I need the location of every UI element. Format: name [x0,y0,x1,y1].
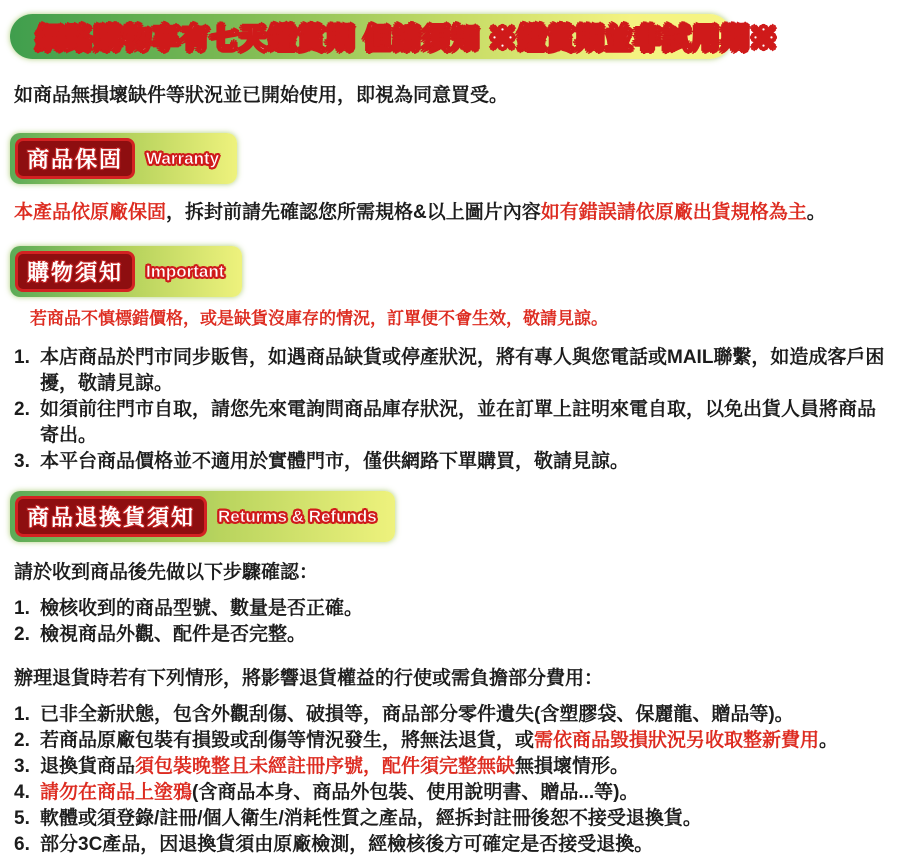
policy-item-seg: 無損壞情形。 [515,756,630,777]
shopping-notes-badge [10,246,242,297]
shopping-notes-badge-title: 購物須知 [15,251,135,292]
policy-item-seg: 請勿在商品上塗鴉 [40,782,193,803]
policy-item-seg: (含商品本身、商品外包裝、使用說明書、贈品...等)。 [192,782,639,803]
intro-text: 如商品無損壞缺件等狀況並已開始使用，即視為同意買受。 [14,85,509,106]
shopping-notes-badge-subtitle: Important [146,261,225,281]
policy-page [0,14,900,858]
returns-check-item: 檢視商品外觀、配件是否完整。 [40,624,307,645]
returns-badge-subtitle: Returms & Refunds [218,506,377,526]
policy-item-seg: 退換貨商品 [40,756,136,777]
policy-item-seg: 。 [819,730,839,751]
policy-item-seg: 部分3C產品，因退換貨須由原廠檢測，經檢核後方可確定是否接受退換。 [40,834,654,855]
returns-check-intro: 請於收到商品後先做以下步驟確認： [14,562,319,583]
returns-check-list [14,596,900,648]
warranty-text-seg-3: 如有錯誤請依原廠出貨規格為主 [540,202,807,223]
warranty-badge-title: 商品保固 [15,138,135,179]
returns-badge-title: 商品退換貨須知 [15,496,207,537]
policy-item-seg: 需依商品毀損狀況另收取整新費用 [534,730,820,751]
shopping-note-item: 如須前往門市自取，請您先來電詢問商品庫存狀況，並在訂單上註明來電自取，以免出貨人員將商品寄出。 [40,399,877,446]
returns-policy-intro: 辦理退貨時若有下列情形，將影響退貨權益的行使或需負擔部分費用： [14,668,604,689]
policy-item-seg: 若商品原廠包裝有損毀或刮傷等情況發生，將無法退貨，或 [40,730,535,751]
returns-check-item: 檢核收到的商品型號、數量是否正確。 [40,598,364,619]
shopping-note-item: 本平台商品價格並不適用於實體門市，僅供網路下單購買，敬請見諒。 [40,451,630,472]
returns-policy-list [14,702,900,858]
warranty-text [14,200,900,226]
policy-item-seg: 軟體或須登錄/註冊/個人衛生/消耗性質之產品，經拆封註冊後恕不接受退換貨。 [40,808,702,829]
warranty-badge-subtitle: Warranty [146,148,220,168]
warranty-badge [10,133,237,184]
returns-policy-item [14,832,894,858]
warranty-text-seg-1: 本產品依原廠保固 [14,202,167,223]
policy-item-seg: 須包裝晚整且未經註冊序號，配件須完整無缺 [135,756,516,777]
warranty-text-seg-2: ，拆封前請先確認您所需規格&以上圖片內容 [166,202,541,223]
shopping-note-item: 本店商品於門市同步販售，如遇商品缺貨或停產狀況，將有專人與您電話或MAIL聯繫，如造成客戶困擾，敬請見諒。 [40,347,885,394]
price-error-warning: 若商品不慎標錯價格，或是缺貨沒庫存的情況，訂單便不會生效，敬請見諒。 [30,309,608,328]
warranty-text-seg-4: 。 [806,202,826,223]
returns-policy-item [14,754,894,780]
shopping-notes-list [14,345,900,475]
returns-policy-item [14,728,894,754]
returns-policy-item [14,806,894,832]
policy-item-seg: 已非全新狀態，包含外觀刮傷、破損等，商品部分零件遺失(含塑膠袋、保麗龍、贈品等)。 [40,704,794,725]
returns-policy-item [14,702,894,728]
seven-day-banner [10,14,779,59]
returns-policy-item [14,780,894,806]
banner-text: 網路購物享有七天鑑賞期 但請須知 ※鑑賞期並非試用期※ [36,22,779,54]
returns-badge [10,491,395,542]
